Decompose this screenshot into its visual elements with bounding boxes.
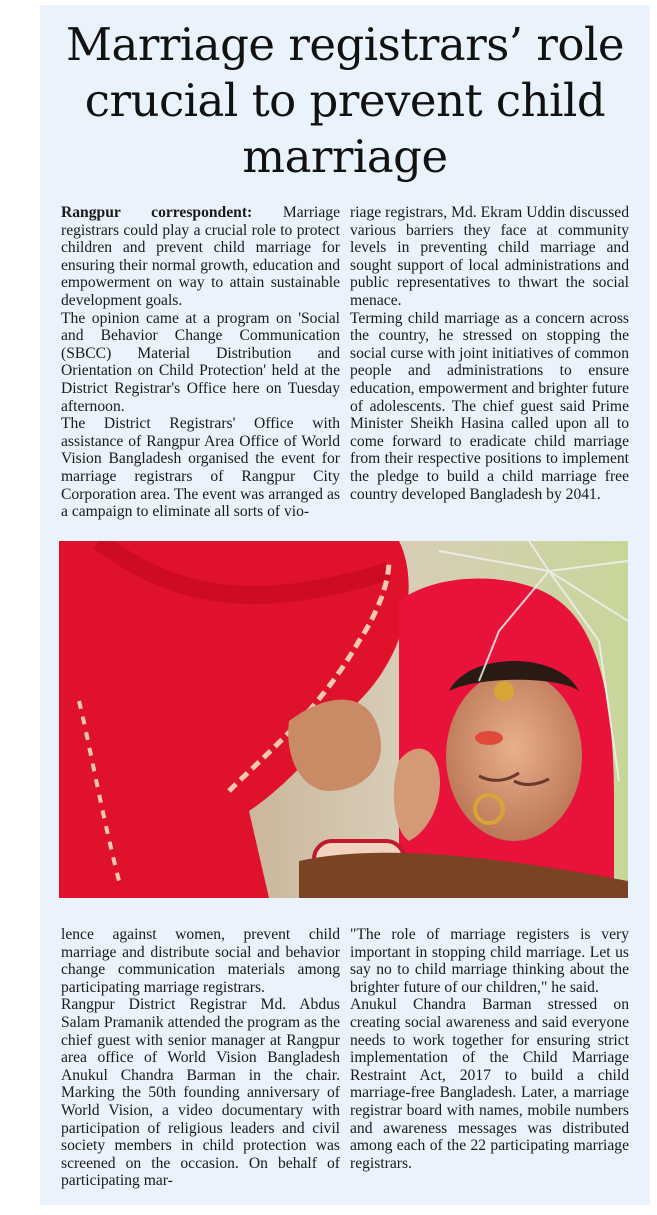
headline: Marriage registrars’ role crucial to prevent child marriage — [65, 18, 625, 183]
article-photo — [59, 541, 628, 898]
article-panel — [40, 5, 650, 1205]
column-top-right — [350, 204, 629, 503]
right-face — [446, 671, 582, 841]
paragraph: Terming child marriage as a concern across the country, he stressed on stopping the social curse with joint initiatives of common people and administrations to ensure education, empowerment and brighter future of adolescents. The chief guest said Prime Minister Sheikh Hasina called upon all to come forward to eradicate child marriage from their respective positions to implement the pledge to build a child marriage free country developed Bangladesh by 2041. — [350, 309, 629, 503]
paragraph: Rangpur District Registrar Md. Abdus Salam Pramanik attended the program as the chief guest with senior manager at Rangpur area office of World Vision Bangladesh Anukul Chandra Barman in the chair. Marking the 50th founding anniversary of World Vision, a video documentary with participation of religious leaders and civil society members in child protection was screened on the occasion. On behalf of participating mar- — [61, 996, 340, 1190]
column-bottom-right — [350, 926, 629, 1172]
paragraph: Anukul Chandra Barman stressed on creating social awareness and said everyone needs to work together for ensuring strict implementation of the Child Marriage Restraint Act, 2017 to build a child marriage-free Bangladesh. Later, a marriage registrar board with names, mobile numbers and awareness messages was distributed among each of the 22 participating marriage registrars. — [350, 996, 629, 1172]
bindi — [475, 731, 503, 745]
paragraph: The opinion came at a program on 'Social and Behavior Change Communication (SBCC) Material Distribution and Orientation on Child Protection' held at the District Registrar's Office here on Tuesday afternoon. — [61, 309, 340, 415]
bride-photo-illustration — [59, 541, 628, 898]
column-top-left — [61, 204, 340, 521]
dateline: Rangpur correspondent: — [61, 204, 253, 221]
paragraph: lence against women, prevent child marriage and distribute social and behavior change communication materials among participating marriage registrars. — [61, 926, 340, 996]
paragraph: "The role of marriage registers is very important in stopping child marriage. Let us say no to child marriage thinking about the brighter future of our children," he said. — [350, 926, 629, 996]
paragraph: The District Registrars' Office with assistance of Rangpur Area Office of World Vision Bangladesh organised the event for marriage registrars of Rangpur City Corporation area. The event was arranged as a campaign to eliminate all sorts of vio- — [61, 415, 340, 521]
tikka — [494, 681, 514, 701]
column-bottom-left — [61, 926, 340, 1190]
paragraph: Rangpur correspondent: Marriage registrars could play a crucial role to protect children and prevent child marriage for ensuring their normal growth, education and empowerment on way to attain sustainable development goals. — [61, 204, 340, 309]
paragraph: riage registrars, Md. Ekram Uddin discussed various barriers they face at community levels in preventing child marriage and sought support of local administrations and public representatives to thwart the social menace. — [350, 204, 629, 309]
